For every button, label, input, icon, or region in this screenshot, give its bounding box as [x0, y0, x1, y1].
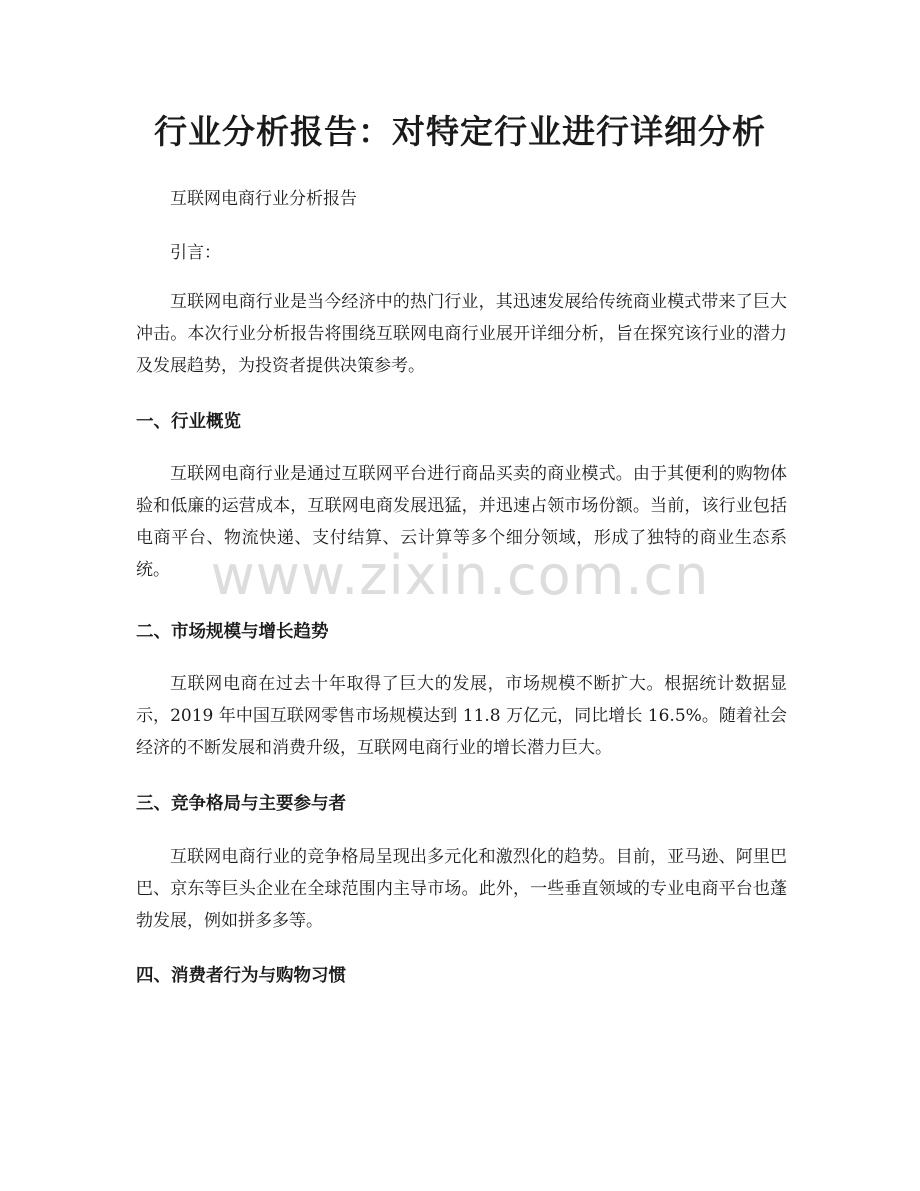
section-heading-competition: 三、竞争格局与主要参与者	[136, 794, 346, 814]
section-heading-overview: 一、行业概览	[136, 412, 241, 432]
section-heading-consumer: 四、消费者行为与购物习惯	[136, 966, 346, 986]
section-body-market-size: 互联网电商在过去十年取得了巨大的发展，市场规模不断扩大。根据统计数据显示，2019 年中国互联网零售市场规模达到 11.8 万亿元，同比增长 16.5%。随着社会经济的不断发展和消费升级，互联网电商行业的增长潜力巨大。	[136, 674, 787, 758]
watermark-text: www.zixin.com.cn	[210, 544, 710, 607]
section-body-overview: 互联网电商行业是通过互联网平台进行商品买卖的商业模式。由于其便利的购物体验和低廉的运营成本，互联网电商发展迅猛，并迅速占领市场份额。当前，该行业包括电商平台、物流快递、支付结算、云计算等多个细分领域，形成了独特的商业生态系统。	[136, 464, 787, 580]
intro-paragraph: 互联网电商行业是当今经济中的热门行业，其迅速发展给传统商业模式带来了巨大冲击。本次行业分析报告将围绕互联网电商行业展开详细分析，旨在探究该行业的潜力及发展趋势，为投资者提供决策参考。	[136, 292, 787, 376]
document-title: 行业分析报告：对特定行业进行详细分析	[154, 112, 766, 151]
report-subtitle: 互联网电商行业分析报告	[170, 189, 357, 209]
section-body-competition: 互联网电商行业的竞争格局呈现出多元化和激烈化的趋势。目前，亚马逊、阿里巴巴、京东等巨头企业在全球范围内主导市场。此外，一些垂直领域的专业电商平台也蓬勃发展，例如拼多多等。	[136, 847, 787, 931]
intro-label: 引言：	[170, 243, 221, 263]
section-heading-market-size: 二、市场规模与增长趋势	[136, 622, 329, 642]
